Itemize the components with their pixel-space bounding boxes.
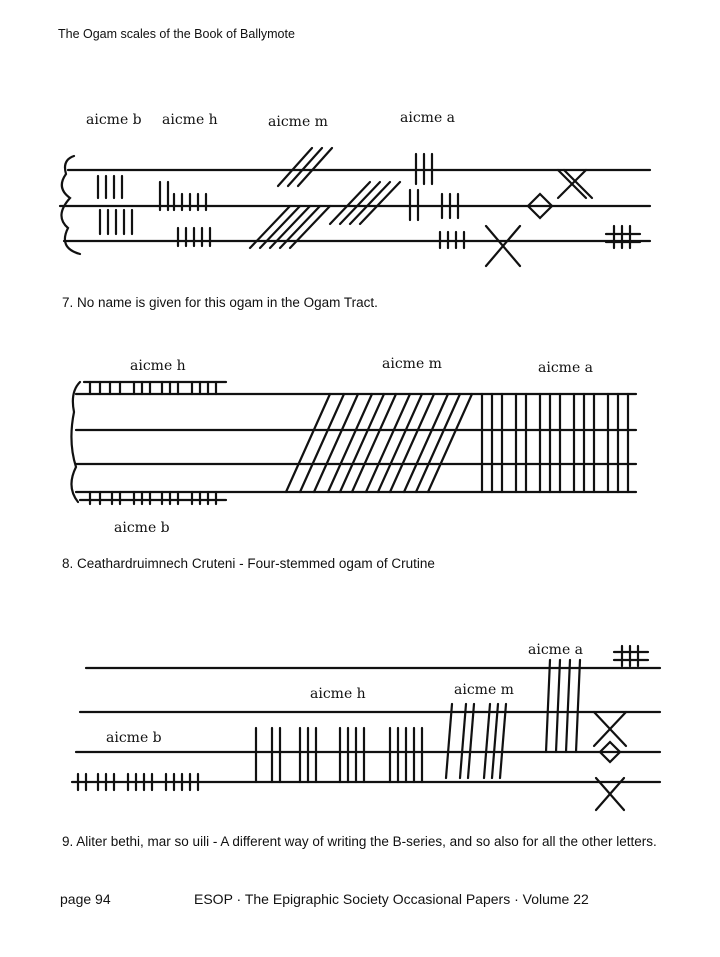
ogam-scale-8-drawing xyxy=(50,352,670,550)
scale-9-group-labels xyxy=(106,642,583,746)
ogam-figure-9 xyxy=(50,628,670,824)
ogam-scale-9-drawing xyxy=(50,628,670,824)
group-label-a: aicme a xyxy=(400,110,456,126)
group-label-a: aicme a xyxy=(528,642,584,658)
ogam-figure-8 xyxy=(50,352,670,550)
group-label-a: aicme a xyxy=(538,360,594,376)
group-label-h: aicme h xyxy=(130,358,186,374)
page-header: The Ogam scales of the Book of Ballymote xyxy=(58,27,295,41)
group-label-h: aicme h xyxy=(162,112,218,128)
group-label-h: aicme h xyxy=(310,686,366,702)
group-label-m: aicme m xyxy=(454,682,514,698)
group-label-m: aicme m xyxy=(382,356,442,372)
scale-7-group-labels xyxy=(86,110,455,130)
figure-8-caption: 8. Ceathardruimnech Cruteni - Four-stemmed ogam of Crutine xyxy=(62,556,435,571)
page-number: page 94 xyxy=(60,891,111,907)
group-label-b: aicme b xyxy=(114,520,170,536)
journal-title: ESOP · The Epigraphic Society Occasional Papers · Volume 22 xyxy=(194,891,589,907)
figure-7-caption: 7. No name is given for this ogam in the Ogam Tract. xyxy=(62,295,378,310)
figure-9-caption: 9. Aliter bethi, mar so uili - A different way of writing the B-series, and so also for all the other letters. xyxy=(62,834,657,849)
ogam-figure-7 xyxy=(50,98,670,288)
group-label-m: aicme m xyxy=(268,114,328,130)
ogam-scale-7-drawing xyxy=(50,98,670,288)
group-label-b: aicme b xyxy=(106,730,162,746)
group-label-b: aicme b xyxy=(86,112,142,128)
